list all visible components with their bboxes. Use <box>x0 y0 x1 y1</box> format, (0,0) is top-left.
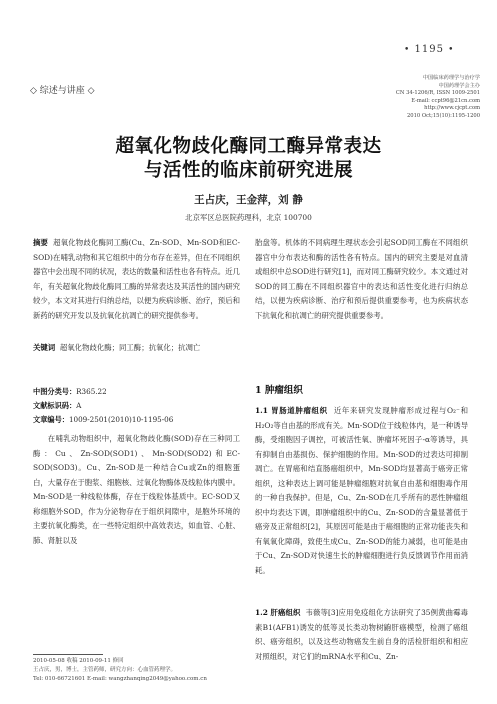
authors: 王占庆，王金萍，刘 静 <box>194 194 303 206</box>
keywords-text: 超氧化物歧化酶；同工酶；抗氧化；抗凋亡 <box>59 343 201 352</box>
article-meta <box>33 385 240 427</box>
article-id-value: 1009-2501(2010)10-1195-06 <box>68 415 174 424</box>
clc-label: 中图分类号： <box>33 387 77 396</box>
intro-paragraph: 在哺乳动物组织中，超氧化物歧化酶(SOD)存在三种同工酶：Cu、Zn-SOD(SOD1)、Mn-SOD(SOD2)和EC-SOD(SOD3)。Cu、Zn-SOD是一种结合Cu或Zn的细胞蛋白，大量存在于胞浆、细胞核、过氧化物酶体及线粒体内膜中。Mn-SOD是一种线粒体酶，存在于线粒体基质中。EC-SOD又称细胞外SOD，作为分泌物存在于组织间隙中，是胞外环境的主要抗氧化酶类，在一些特定组织中高效表达，如血管、心脏、肺、肾脏以及 <box>33 434 240 545</box>
journal-line: 中国药理学会主办 <box>438 82 480 89</box>
doc-code-value: A <box>76 401 82 410</box>
subsection-1-1 <box>255 404 468 578</box>
article-title-line1: 超氧化物歧化酶同工酶异常表达 <box>115 136 382 157</box>
footnote-dates: 2010-05-08 收稿 2010-09-11 修回 <box>33 658 124 664</box>
journal-line: http://www.cjcpt.com <box>424 105 480 111</box>
abstract-text: 超氧化物歧化酶同工酶(Cu、Zn-SOD、Mn-SOD和EC-SOD)在哺乳动物和其它组织中的分布存在差异，但在不同组织器官中会出现不同的状况，表达的数量和活性也各有特点。近几年，有关超氧化物歧化酶同工酶的异常表达及其活性的国内研究较少，本文对其进行归纳总结，以便为疾病诊断、治疗，预后和新药的研究开发以及抗氧化抗凋亡的研究提供参考。 <box>33 238 240 320</box>
article-id-label: 文章编号： <box>33 415 69 424</box>
affiliation: 北京军区总医院药理科，北京 100700 <box>185 213 312 222</box>
clc-value: R365.22 <box>76 387 107 396</box>
page-number: • 1195 • <box>404 44 455 55</box>
abstract-label: 摘要 <box>33 238 49 247</box>
section-label: ◇ 综述与讲座 ◇ <box>30 86 95 96</box>
journal-line: E-mail: ccpt96@21cn.com <box>411 97 480 104</box>
journal-info <box>330 75 480 120</box>
subsection-1-2 <box>255 606 468 664</box>
abstract <box>33 236 240 323</box>
subsection-1-2-text: 韦薇等[3]应用免疫组化方法研究了35例黄曲霉毒素B1(AFB1)诱发的低等灵长类动物树鼩肝癌模型，检测了癌组织、癌旁组织，以及这些动物癌发生前自身的活检肝组织和相应对照组织，对它们的mRNA水平和Cu、Zn- <box>255 608 468 661</box>
doc-code-label: 文献标识码： <box>33 401 77 410</box>
subsection-1-1-text: 近年来研究发现肿瘤形成过程与O₂⁻和H₂O₂等自由基的形成有关。Mn-SOD位于线粒体内，是一种诱导酶，受细胞因子调控，可被活性氧、肿瘤坏死因子-α等诱导，具有抑制自由基损伤、保护细胞的作用。Mn-SOD的过表达可抑制凋亡。在胃癌和结直肠癌组织中，Mn-SOD均显著高于癌旁正常组织，这种表达上调可能是肿瘤细胞对抗氧自由基和细胞毒作用的一种自我保护。但是，Cu、Zn-SOD在几乎所有的恶性肿瘤组织中均表达下调，即肿瘤组织中的Cu、Zn-SOD的含量显著低于癌旁及正常组织[2]，其原因可能是由于癌细胞的正常功能丧失和有氧氧化障碍，致使生成Cu、Zn-SOD的能力减弱，也可能是由于Cu、Zn-SOD对快速生长的肿瘤细胞进行负反馈调节作用而消耗。 <box>255 406 468 575</box>
keywords <box>33 341 240 356</box>
intro-continued: 胎盘等。机体的不同病理生理状态会引起SOD同工酶在不同组织器官中分布表达和酶的活性各有特点。国内的研究主要是对血清或组织中总SOD进行研究[1]，而对同工酶研究较少。本文通过对SOD的同工酶在不同组织器官中的表达和活性变化进行归纳总结，以便为疾病诊断、治疗和预后提供重要参考，也为疾病状态下抗氧化和抗凋亡的研究提供重要参考。 <box>255 238 468 320</box>
subsection-1-2-title: 1.2 肝癌组织 <box>255 608 301 617</box>
keywords-label: 关键词 <box>33 343 56 352</box>
footnote-contact: Tel: 010-66721601 E-mail: wangzhanqing2049@yahoo.com.cn <box>33 676 207 682</box>
journal-line: 中国临床药理学与治疗学 <box>422 75 480 81</box>
section-heading: 1 肿瘤组织 <box>255 385 303 396</box>
footnote-author: 王占庆，男，博士，主管药师，研究方向：心血管药理学。 <box>33 667 177 673</box>
article-title-line2: 与活性的临床前研究进展 <box>143 160 353 181</box>
subsection-1-1-title: 1.1 胃肠道肿瘤组织 <box>255 406 328 415</box>
footnote-rule <box>33 654 103 655</box>
journal-line: 2010 Oct;15(10):1195-1200 <box>407 112 480 119</box>
footnote <box>33 657 243 684</box>
journal-line: CN 34-1206/R, ISSN 1009-2501 <box>395 90 480 96</box>
